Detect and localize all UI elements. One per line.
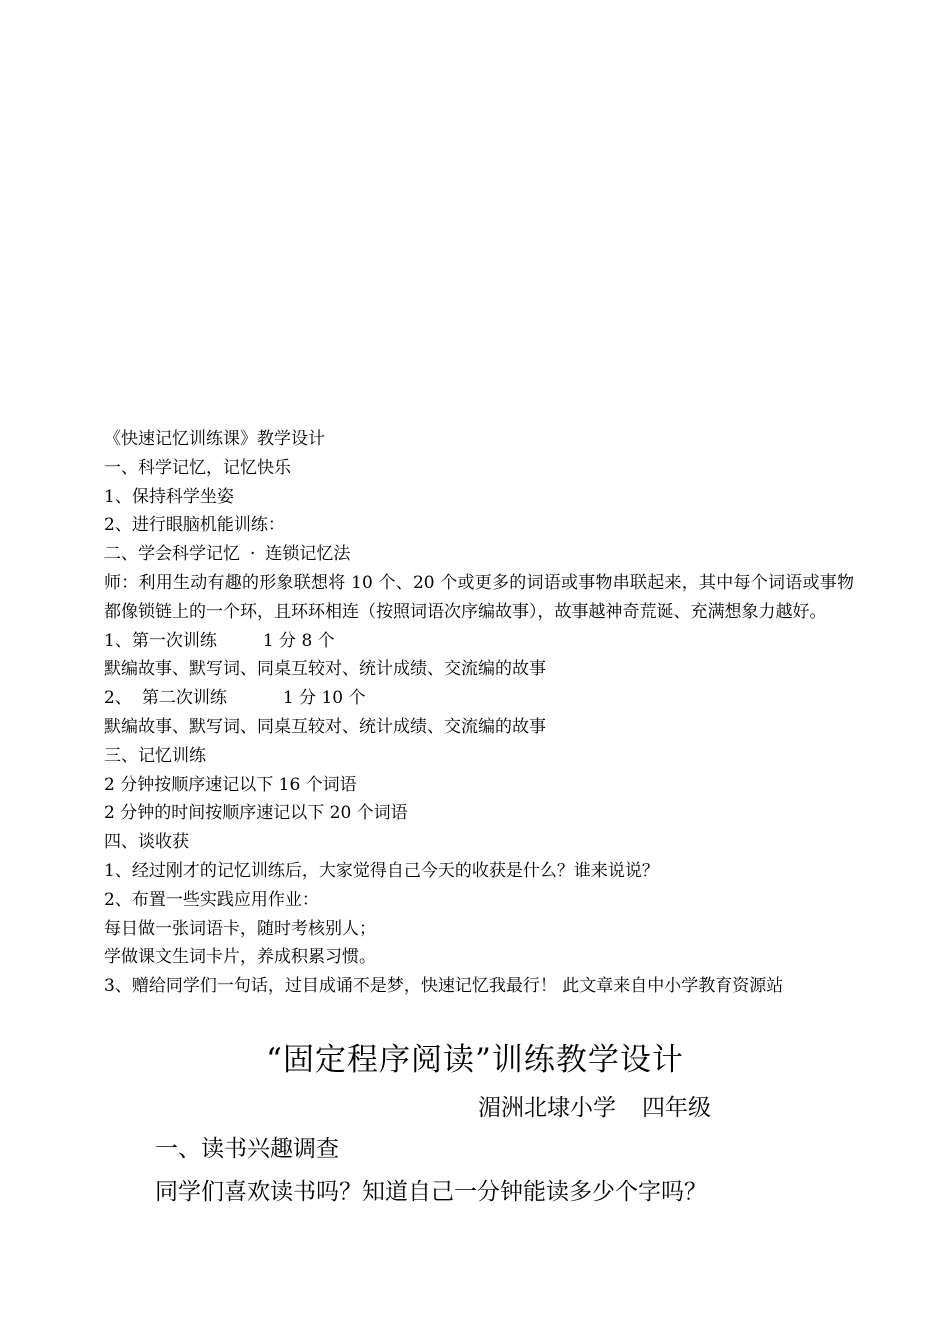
section-heading-3: 三、记忆训练 xyxy=(104,745,206,766)
training-2-steps: 默编故事、默写词、同桌互较对、统计成绩、交流编的故事 xyxy=(104,716,546,737)
section-4-item-2: 2、布置一些实践应用作业： xyxy=(104,889,319,910)
reading-section-heading-1: 一、读书兴趣调查 xyxy=(155,1136,339,1162)
section-1-item-2: 2、进行眼脑机能训练： xyxy=(104,515,285,536)
training-1-steps: 默编故事、默写词、同桌互较对、统计成绩、交流编的故事 xyxy=(104,659,546,680)
teacher-paragraph: 师：利用生动有趣的形象联想将 10 个、20 个或更多的词语或事物串联起来，其中每个词语或事物都像锁链上的一个环，且环环相连（按照词语次序编故事），故事越神奇荒诞、充满想象力越好。 xyxy=(104,572,854,622)
training-1-label: 1、第一次训练 xyxy=(104,630,217,651)
section-1-item-1: 1、保持科学坐姿 xyxy=(104,486,234,507)
section-4-item-1: 1、经过刚才的记忆训练后，大家觉得自己今天的收获是什么？谁来说说？ xyxy=(104,860,659,881)
training-2-value: 1 分 10 个 xyxy=(282,688,366,709)
section-4-item-2b: 学做课文生词卡片，养成积累习惯。 xyxy=(104,947,376,968)
training-2-label: 第二次训练 xyxy=(141,688,227,709)
grade-label: 四年级 xyxy=(642,1095,711,1121)
section-heading-1: 一、科学记忆，记忆快乐 xyxy=(104,457,291,478)
section-heading-2 xyxy=(104,540,854,569)
school-name: 湄洲北埭小学 xyxy=(478,1095,616,1121)
lesson-title: 《快速记忆训练课》教学设计 xyxy=(104,429,325,449)
training-1 xyxy=(104,627,854,656)
training-1-value: 1 分 8 个 xyxy=(262,630,335,651)
section-4-item-2a: 每日做一张词语卡，随时考核别人； xyxy=(104,918,376,939)
section-heading-4: 四、谈收获 xyxy=(104,832,189,853)
training-2 xyxy=(104,684,854,713)
reading-lesson-title: “固定程序阅读”训练教学设计 xyxy=(266,1042,684,1078)
section-3-item-1: 2 分钟按顺序速记以下 16 个词语 xyxy=(104,774,357,795)
training-2-number: 2、 xyxy=(104,688,132,709)
school-line xyxy=(478,1092,711,1124)
reading-section-1-question: 同学们喜欢读书吗？知道自己一分钟能读多少个字吗？ xyxy=(155,1179,707,1205)
section-3-item-2: 2 分钟的时间按顺序速记以下 20 个词语 xyxy=(104,803,408,824)
section-2-heading-part-a: 二、学会科学记忆 xyxy=(104,544,240,565)
section-4-item-3: 3、赠给同学们一句话，过目成诵不是梦，快速记忆我最行！ 此文章来自中小学教育资源站 xyxy=(104,976,784,997)
memory-lesson-section xyxy=(104,425,854,1001)
section-2-heading-part-b: 连锁记忆法 xyxy=(265,544,351,565)
section-2-bullet: · xyxy=(250,544,256,565)
